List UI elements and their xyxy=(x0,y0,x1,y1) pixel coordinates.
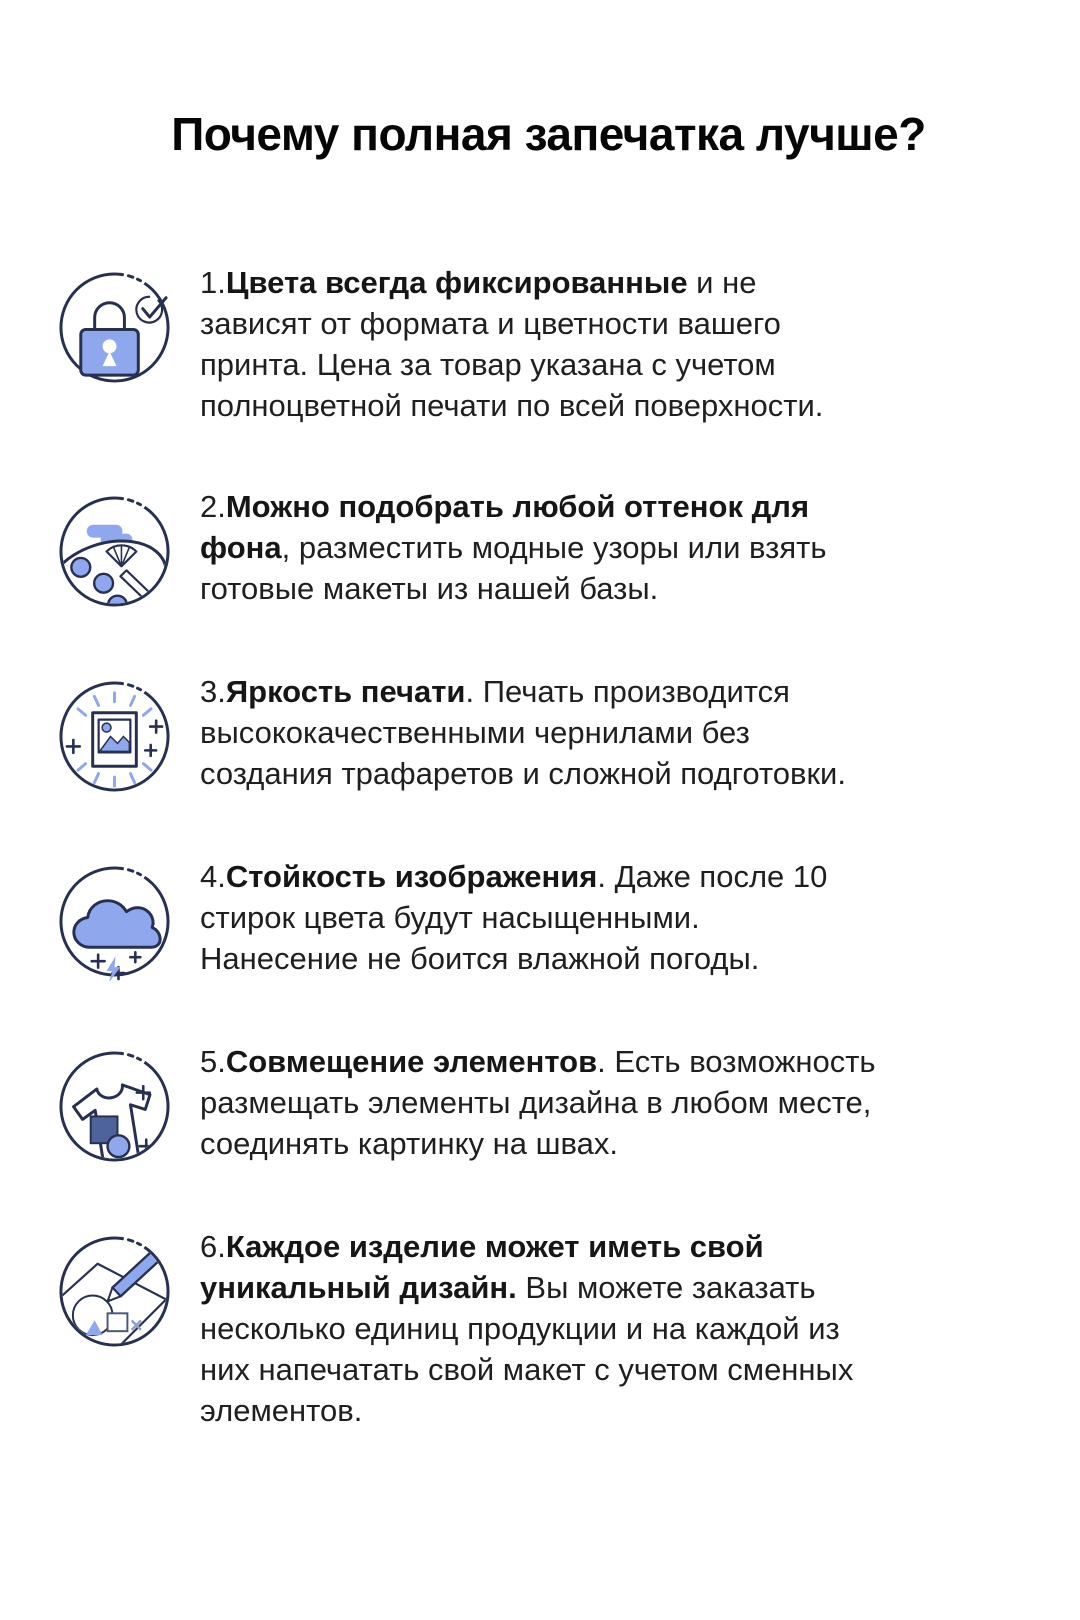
benefit-item-2 xyxy=(55,486,1042,611)
text-line xyxy=(200,1349,853,1390)
item-number: 2. xyxy=(200,489,226,524)
image-brightness-icon xyxy=(55,677,174,796)
text-line xyxy=(200,1390,853,1431)
benefit-item-6 xyxy=(55,1226,1042,1431)
page-title: Почему полная запечатка лучше? xyxy=(171,108,926,160)
text-line xyxy=(200,856,827,897)
text-line xyxy=(200,1082,876,1123)
item-number: 5. xyxy=(200,1044,226,1079)
item-number: 1. xyxy=(200,265,226,300)
body-text: . Печать производится xyxy=(465,674,790,709)
lock-check-icon xyxy=(55,268,174,387)
body-text: стирок цвета будут насыщенными. xyxy=(200,900,700,935)
body-text: и не xyxy=(687,265,757,300)
body-text: . Есть возможность xyxy=(597,1044,876,1079)
text-line xyxy=(200,938,827,979)
body-text: элементов. xyxy=(200,1393,363,1428)
text-line xyxy=(200,753,846,794)
text-line xyxy=(200,1226,853,1267)
bold-text: Стойкость изображения xyxy=(225,859,598,894)
text-line xyxy=(200,1041,876,1082)
body-text: создания трафаретов и сложной подготовки. xyxy=(200,756,846,791)
item-number: 3. xyxy=(200,674,226,709)
bold-text: Совмещение элементов xyxy=(225,1044,598,1079)
benefit-text-6 xyxy=(200,1226,853,1431)
text-line xyxy=(200,527,827,568)
rain-cloud-icon xyxy=(55,862,174,981)
text-line xyxy=(200,1123,876,1164)
benefit-text-4 xyxy=(200,856,827,979)
palette-brush-icon xyxy=(55,492,174,611)
bold-text: Яркость печати xyxy=(225,674,466,709)
body-text: высококачественными чернилами без xyxy=(200,715,750,750)
benefit-text-1 xyxy=(200,262,823,426)
body-text: размещать элементы дизайна в любом месте, xyxy=(200,1085,872,1120)
text-line xyxy=(200,303,823,344)
benefit-item-4 xyxy=(55,856,1042,981)
lock-check-icon-svg xyxy=(55,268,174,387)
text-line xyxy=(200,486,827,527)
benefit-item-3 xyxy=(55,671,1042,796)
palette-brush-icon-svg xyxy=(55,492,174,611)
text-line xyxy=(200,385,823,426)
text-line xyxy=(200,712,846,753)
bold-text: Каждое изделие может иметь свой xyxy=(225,1229,764,1264)
body-text: Нанесение не боится влажной погоды. xyxy=(200,941,760,976)
tshirt-print-icon-svg xyxy=(55,1047,174,1166)
body-text: . Даже после 10 xyxy=(597,859,828,894)
text-line xyxy=(200,1308,853,1349)
benefit-item-1 xyxy=(55,262,1042,426)
tshirt-print-icon xyxy=(55,1047,174,1166)
bold-text: фона xyxy=(200,530,282,565)
body-text: зависят от формата и цветности вашего xyxy=(200,306,781,341)
text-line xyxy=(200,671,846,712)
benefit-text-3 xyxy=(200,671,846,794)
text-line xyxy=(200,344,823,385)
item-number: 4. xyxy=(200,859,226,894)
body-text: них напечатать свой макет с учетом сменных xyxy=(200,1352,854,1387)
sketch-pencil-icon-svg xyxy=(55,1232,174,1351)
benefit-text-2 xyxy=(200,486,827,609)
body-text: готовые макеты из нашей базы. xyxy=(200,571,659,606)
body-text: соединять картинку на швах. xyxy=(200,1126,618,1161)
image-brightness-icon-svg xyxy=(55,677,174,796)
sketch-pencil-icon xyxy=(55,1232,174,1351)
rain-cloud-icon-svg xyxy=(55,862,174,981)
bold-text: Цвета всегда фиксированные xyxy=(225,265,688,300)
text-line xyxy=(200,262,823,303)
body-text: Вы можете заказать xyxy=(516,1270,816,1305)
benefit-item-5 xyxy=(55,1041,1042,1166)
body-text: несколько единиц продукции и на каждой из xyxy=(200,1311,840,1346)
text-line xyxy=(200,1267,853,1308)
benefit-text-5 xyxy=(200,1041,876,1164)
bold-text: Можно подобрать любой оттенок для xyxy=(225,489,810,524)
text-line xyxy=(200,897,827,938)
body-text: принта. Цена за товар указана с учетом xyxy=(200,347,776,382)
body-text: , разместить модные узоры или взять xyxy=(281,530,827,565)
bold-text: уникальный дизайн. xyxy=(200,1270,517,1305)
item-number: 6. xyxy=(200,1229,226,1264)
body-text: полноцветной печати по всей поверхности. xyxy=(200,388,824,423)
text-line xyxy=(200,568,827,609)
